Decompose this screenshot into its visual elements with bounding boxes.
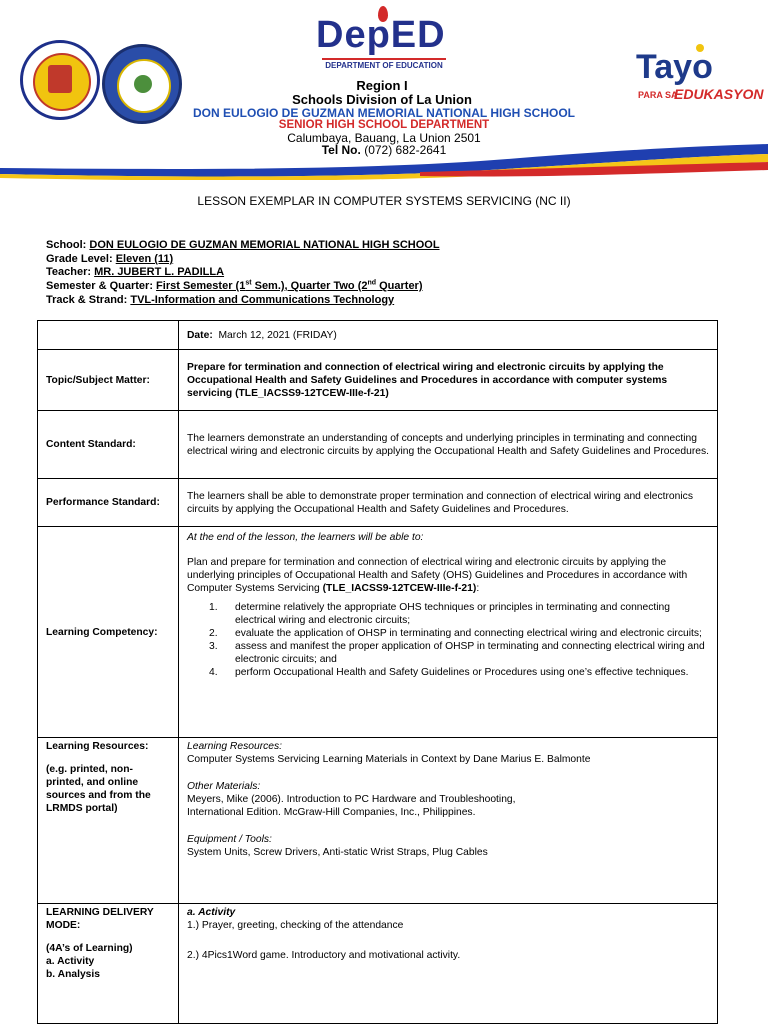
other-materials-heading: Other Materials: (187, 781, 261, 792)
resources-heading: Learning Resources: (187, 741, 283, 752)
document-title: LESSON EXEMPLAR IN COMPUTER SYSTEMS SERVICING (NC II) (197, 194, 571, 208)
list-item-number: 1. (209, 602, 218, 613)
table-row-date (38, 321, 718, 350)
equipment-text: System Units, Screw Drivers, Anti-static Wrist Straps, Plug Cables (187, 847, 488, 858)
semester-sup-b: nd (367, 279, 377, 287)
info-semester-label: Semester & Quarter: (46, 280, 157, 292)
deped-logo-subtext: DEPARTMENT OF EDUCATION (322, 58, 446, 74)
department-label: SENIOR HIGH SCHOOL DEPARTMENT (278, 119, 490, 131)
semester-sup-a: st (245, 279, 252, 287)
competency-colon: : (476, 583, 480, 594)
performance-standard-value: The learners shall be able to demonstrate proper termination and connection of electrical wiring and electronics circuits by applying the Occupational Health and Safety Guidelines and Procedures. (179, 479, 718, 527)
other-materials-line2: International Edition. McGraw-Hill Companies, Inc., Philippines. (187, 807, 476, 818)
table-row-topic (38, 350, 718, 411)
info-school-value: DON EULOGIO DE GUZMAN MEMORIAL NATIONAL HIGH SCHOOL (89, 239, 440, 251)
info-teacher-label: Teacher: (46, 266, 95, 278)
list-item-text: assess and manifest the proper application of OHSP in terminating and connecting electrical wiring and electronic circuits; and (235, 641, 705, 665)
info-teacher (46, 265, 224, 279)
date-label: Date: (187, 329, 213, 341)
list-item-number: 2. (209, 628, 218, 639)
table-row-learning-resources (38, 738, 718, 904)
learning-resources-sublabel: (e.g. printed, non-printed, and online sources and from the LRMDS portal) (46, 764, 151, 814)
topic-value: Prepare for termination and connection of electrical wiring and electronic circuits by applying the Occupational Health and Safety Guidelines and Procedures in accordance with computer systems servicing (TLE_IACSS9-12TCEW-IIIe-f-21) (179, 350, 718, 411)
school-name-header: DON EULOGIO DE GUZMAN MEMORIAL NATIONAL HIGH SCHOOL (193, 106, 575, 120)
competency-intro: At the end of the lesson, the learners will be able to: (187, 532, 424, 543)
activity-item-1: 1.) Prayer, greeting, checking of the attendance (187, 920, 404, 931)
tel-label: Tel No. (321, 143, 361, 157)
delivery-activity: a. Activity (46, 956, 95, 967)
competency-text (187, 556, 709, 595)
activity-item-2: 2.) 4Pics1Word game. Introductory and motivational activity. (187, 950, 461, 961)
learning-resources-label-cell (38, 738, 179, 904)
learning-competency-cell (179, 527, 718, 738)
activity-heading: a. Activity (187, 907, 236, 918)
delivery-4as: (4A’s of Learning) (46, 943, 133, 954)
list-item-number: 3. (209, 641, 218, 652)
deped-logo (314, 6, 454, 78)
topic-label: Topic/Subject Matter: (38, 350, 179, 411)
delivery-mode-label-cell (38, 904, 179, 1024)
info-grade (46, 252, 173, 266)
learning-competency-label: Learning Competency: (38, 527, 179, 738)
list-item-text: perform Occupational Health and Safety Guidelines or Procedures using one’s effective techniques. (235, 667, 689, 678)
list-item-number: 4. (209, 667, 218, 678)
tayo-logo-main: Tayo (636, 48, 713, 86)
date-value: March 12, 2021 (FRIDAY) (218, 329, 337, 341)
learning-resources-label: Learning Resources: (46, 741, 149, 752)
info-track-value: TVL-Information and Communications Technology (130, 294, 395, 306)
delivery-mode-cell (179, 904, 718, 1024)
semester-part-a: First Semester (1 (156, 280, 246, 292)
competency-text-body: Plan and prepare for termination and connection of electrical wiring and electronic circuits by applying the underlying principles of Occupational Health and Safety (OHS) Guidelines and Procedures in accordance with Computer Systems Servicing (187, 557, 688, 594)
table-row-learning-competency (38, 527, 718, 738)
table-row-performance-standard (38, 479, 718, 527)
tayo-logo-edu: EDUKASYON (674, 86, 764, 102)
performance-standard-label: Performance Standard: (38, 479, 179, 527)
division-label: Schools Division of La Union (292, 92, 472, 107)
list-item (187, 627, 709, 640)
competency-list (187, 601, 709, 679)
list-item (187, 666, 709, 679)
delivery-mode-label: LEARNING DELIVERY MODE: (46, 907, 154, 931)
info-grade-label: Grade Level: (46, 253, 116, 265)
tayo-logo-para: PARA SA (638, 90, 678, 100)
learning-resources-cell (179, 738, 718, 904)
competency-code: (TLE_IACSS9-12TCEW-IIIe-f-21) (322, 583, 477, 594)
resources-text: Computer Systems Servicing Learning Materials in Context by Dane Marius E. Balmonte (187, 754, 591, 765)
info-track-label: Track & Strand: (46, 294, 131, 306)
content-standard-label: Content Standard: (38, 411, 179, 479)
other-materials-line1: Meyers, Mike (2006). Introduction to PC Hardware and Troubleshooting, (187, 794, 516, 805)
info-track (46, 293, 394, 307)
info-school (46, 238, 440, 252)
lesson-table (37, 320, 718, 1024)
date-cell (179, 321, 718, 350)
info-school-label: School: (46, 239, 90, 251)
list-item (187, 640, 709, 666)
list-item-text: evaluate the application of OHSP in terminating and connecting electrical wiring and electronic circuits; (235, 628, 702, 639)
tel-value: (072) 682-2641 (364, 143, 447, 157)
table-row-delivery-mode (38, 904, 718, 1024)
deped-logo-text: DepED (316, 14, 446, 56)
delivery-analysis: b. Analysis (46, 969, 100, 980)
table-row-content-standard (38, 411, 718, 479)
address-label: Calumbaya, Bauang, La Union 2501 (287, 131, 481, 145)
date-label-cell (38, 321, 179, 350)
semester-part-b: Sem.), Quarter Two (2 (251, 280, 368, 292)
equipment-heading: Equipment / Tools: (187, 834, 272, 845)
info-semester (46, 279, 423, 293)
semester-part-c: Quarter) (376, 280, 423, 292)
region-label: Region I (356, 78, 408, 93)
content-standard-value: The learners demonstrate an understanding of concepts and underlying principles in terminating and connecting electrical wiring and electronic circuits by applying the Occupational Health and Safety Guidelines and Procedures. (179, 411, 718, 479)
info-semester-value (156, 280, 422, 292)
telephone-line (0, 143, 768, 157)
info-teacher-value: MR. JUBERT L. PADILLA (94, 266, 225, 278)
list-item-text: determine relatively the appropriate OHS techniques or principles in terminating and connecting electrical wiring and electronic circuits; (235, 602, 670, 626)
info-grade-value: Eleven (11) (115, 253, 174, 265)
list-item (187, 601, 709, 627)
